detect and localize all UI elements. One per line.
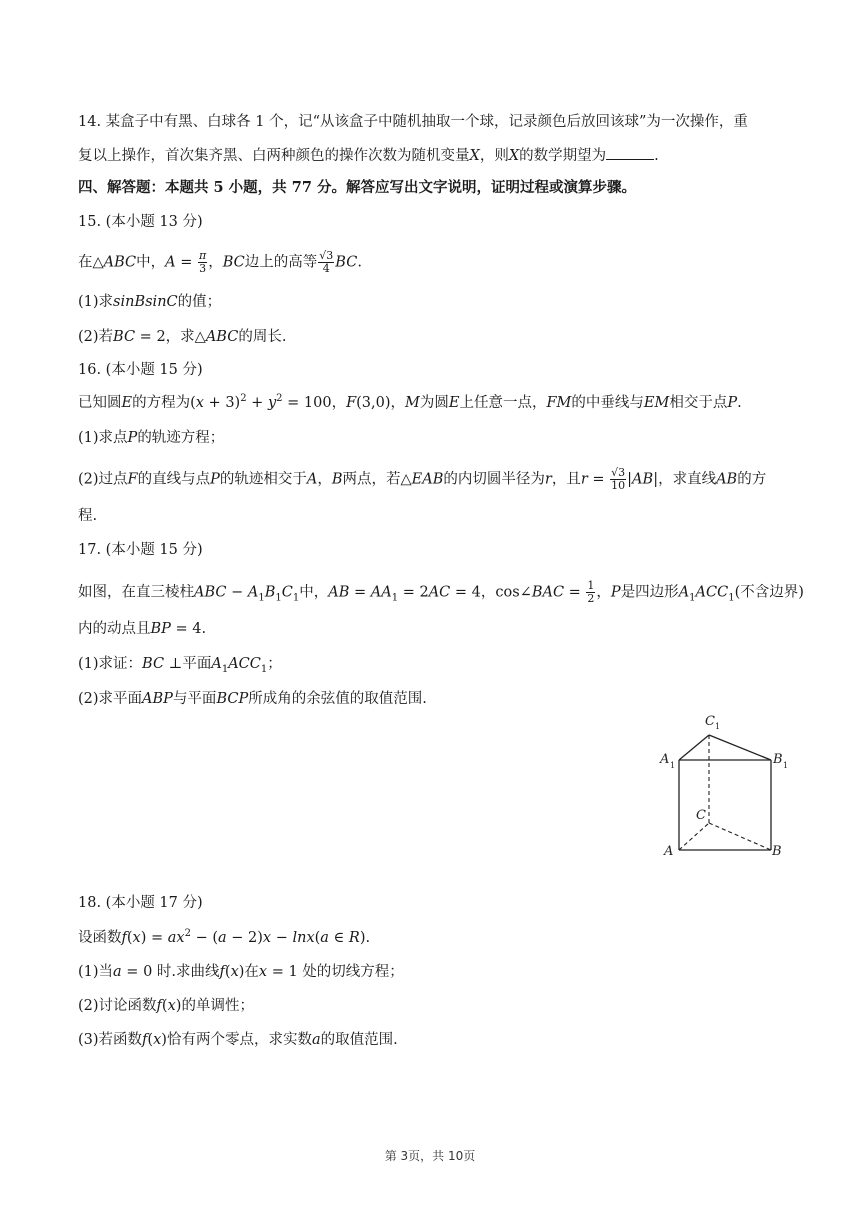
q18-part2: (2)讨论函数f(x)的单调性； xyxy=(78,998,254,1014)
edge-ac xyxy=(679,823,709,850)
prism-figure xyxy=(650,705,800,865)
q18-part3: (3)若函数f(x)恰有两个零点，求实数a的取值范围. xyxy=(78,1032,398,1048)
label-c1-sub: 1 xyxy=(715,722,721,731)
q17-stem: 如图，在直三棱柱ABC − $A_1B_1C_1$中，AB = $AA_1 = 2AC = 4$，cos∠BAC = $\frac{1}{2}$ ，P是四边形$A_1ACC_1$(不含边界) xyxy=(78,579,804,605)
edge-a1c1 xyxy=(679,735,709,760)
label-a: A xyxy=(664,844,674,859)
label-b1: B xyxy=(773,752,783,767)
q15-title: 15. (本小题 13 分) xyxy=(78,214,203,230)
q16-part2-cont: 程. xyxy=(78,508,98,524)
label-a1-sub: 1 xyxy=(670,761,676,770)
q17-part1: (1)求证：BC ⊥平面$A_1ACC_1$； xyxy=(78,656,282,675)
q15-stem: 在△ABC中，A = $\frac{\pi}{3}$ ，BC边上的高等 $\frac{√3}{4}$ BC. xyxy=(78,249,362,275)
q18-stem: 设函数$f(x) = ax^2 - (a - 2)x - \ln x(a$ ∈ R). xyxy=(78,928,371,946)
q17-part2: (2)求平面ABP与平面BCP所成角的余弦值的取值范围. xyxy=(78,691,427,707)
q18-title: 18. (本小题 17 分) xyxy=(78,895,203,911)
edge-cb xyxy=(709,823,771,850)
edge-c1b1 xyxy=(709,735,771,760)
label-c1: C xyxy=(705,714,715,729)
answer-blank xyxy=(606,145,654,160)
q14-line1: 14. 某盒子中有黑、白球各 1 个，记“从该盒子中随机抽取一个球，记录颜色后放回该球”为一次操作，重 xyxy=(78,114,748,130)
q17-stem-cont: 内的动点且BP = 4. xyxy=(78,621,207,637)
q16-part1: (1)求点P的轨迹方程； xyxy=(78,430,225,446)
section-heading: 四、解答题：本题共 5 小题，共 77 分。解答应写出文字说明，证明过程或演算步骤。 xyxy=(78,179,636,196)
q15-part2: (2)若BC = 2，求△ABC的周长. xyxy=(78,329,287,345)
label-b1-sub: 1 xyxy=(783,761,789,770)
q17-title: 17. (本小题 15 分) xyxy=(78,542,203,558)
label-c: C xyxy=(696,808,706,823)
page-footer: 第 3页，共 10页 xyxy=(384,1149,476,1163)
q16-part2: (2)过点F的直线与点P的轨迹相交于A，B两点，若△EAB的内切圆半径为r，且r = $\frac{√3}{10}$ |AB|，求直线AB的方 xyxy=(78,466,767,492)
q18-part1: (1)当a = 0 时.求曲线f(x)在x = 1 处的切线方程； xyxy=(78,964,404,980)
q16-title: 16. (本小题 15 分) xyxy=(78,362,203,378)
label-b: B xyxy=(772,844,782,859)
label-a1: A xyxy=(660,752,670,767)
q15-part1: (1)求sinBsinC的值； xyxy=(78,294,222,310)
q14-line2: 复以上操作，首次集齐黑、白两种颜色的操作次数为随机变量X，则X的数学期望为 . xyxy=(78,145,659,166)
q16-stem: 已知圆E的方程为$(x + 3)^2 + y^2 = 100$，F(3,0)，M为圆E上任意一点，FM的中垂线与EM相交于点P. xyxy=(78,393,742,411)
